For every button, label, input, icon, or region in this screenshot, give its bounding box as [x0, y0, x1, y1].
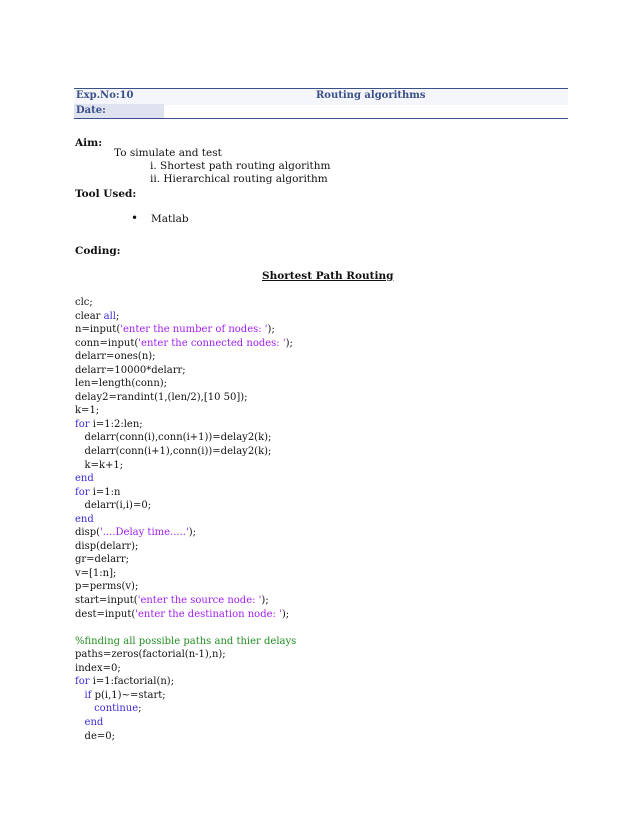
- code-line: [75, 702, 296, 716]
- code-line: [75, 431, 296, 445]
- aim-item-1: i. Shortest path routing algorithm: [150, 160, 331, 172]
- code-line: [75, 418, 296, 432]
- code-token: n=input(: [75, 324, 121, 336]
- coding-label: Coding:: [75, 245, 121, 257]
- code-token: ;: [116, 310, 120, 322]
- code-token: %finding all possible paths and thier delays: [75, 635, 297, 647]
- aim-intro: To simulate and test: [114, 147, 222, 159]
- code-token: if: [84, 689, 92, 701]
- code-token: continue: [94, 703, 139, 715]
- code-line: [75, 486, 296, 500]
- code-token: for: [75, 486, 90, 498]
- code-token: p=perms(v);: [75, 581, 139, 593]
- code-token: k=k+1;: [75, 459, 124, 471]
- header-row-bottom: [74, 104, 568, 119]
- code-line: [75, 296, 296, 310]
- code-token: conn=input(: [75, 337, 139, 349]
- code-token: );: [285, 337, 293, 349]
- code-token: gr=delarr;: [75, 554, 129, 566]
- code-line: [75, 662, 296, 676]
- code-token: delarr(conn(i+1),conn(i))=delay2(k);: [75, 446, 272, 458]
- date-label: Date:: [76, 105, 106, 116]
- code-token: clc;: [75, 297, 93, 308]
- code-line: [75, 594, 296, 608]
- code-token: p(i,1)~=start;: [91, 689, 166, 701]
- exp-number: Exp.No:10: [76, 90, 134, 101]
- code-token: delarr(i,i)=0;: [75, 500, 152, 512]
- code-line: [75, 675, 296, 689]
- code-line: [75, 310, 296, 324]
- code-token: );: [188, 527, 196, 539]
- code-line: [75, 648, 296, 662]
- code-line: [75, 337, 296, 351]
- code-token: delay2=randint(1,(len/2),[10 50]);: [75, 391, 248, 403]
- code-line: [75, 553, 296, 567]
- bullet-icon: •: [131, 211, 139, 225]
- code-line: [75, 445, 296, 459]
- code-token: disp(: [75, 527, 101, 539]
- code-line: [75, 540, 296, 554]
- code-line: [75, 608, 296, 622]
- code-token: [75, 690, 85, 701]
- aim-item-2: ii. Hierarchical routing algorithm: [150, 173, 328, 185]
- code-line: [75, 350, 296, 364]
- code-token: end: [75, 473, 94, 485]
- code-line: [75, 323, 296, 337]
- code-token: delarr=10000*delarr;: [75, 364, 186, 376]
- code-token: delarr(conn(i),conn(i+1))=delay2(k);: [75, 432, 272, 444]
- code-line: [75, 526, 296, 540]
- code-token: );: [261, 595, 269, 607]
- tool-used-label: Tool Used:: [75, 188, 137, 200]
- code-line: [75, 567, 296, 581]
- tool-item: Matlab: [151, 213, 189, 225]
- code-token: v=[1:n];: [75, 567, 117, 579]
- code-token: end: [75, 513, 94, 525]
- code-token: index=0;: [75, 662, 121, 674]
- code-token: paths=zeros(factorial(n-1),n);: [75, 649, 226, 661]
- code-line: [75, 404, 296, 418]
- code-line: [75, 391, 296, 405]
- code-line: [75, 689, 296, 703]
- code-token: ;: [138, 703, 142, 715]
- code-token: disp(delarr);: [75, 540, 139, 552]
- code-token: 'enter the number of nodes: ': [120, 324, 268, 336]
- section-title: Shortest Path Routing: [262, 270, 394, 282]
- code-line: [75, 716, 296, 730]
- code-token: i=1:factorial(n);: [89, 676, 175, 688]
- code-token: all: [103, 310, 116, 322]
- experiment-header: [74, 88, 568, 118]
- aim-label: Aim:: [75, 137, 103, 149]
- code-token: 'enter the connected nodes: ': [138, 337, 286, 349]
- code-line: [75, 499, 296, 513]
- code-token: end: [84, 716, 104, 728]
- code-line: [75, 364, 296, 378]
- code-token: dest=input(: [75, 608, 136, 620]
- code-token: 'enter the source node: ': [137, 595, 262, 607]
- code-token: delarr=ones(n);: [75, 351, 156, 363]
- code-line: [75, 377, 296, 391]
- code-token: for: [75, 418, 90, 430]
- code-token: i=1:2:len;: [89, 418, 143, 430]
- header-row-top: [74, 88, 568, 105]
- code-line: [75, 472, 296, 486]
- code-token: de=0;: [75, 730, 115, 742]
- date-cell: [74, 104, 164, 118]
- experiment-title: Routing algorithms: [316, 90, 426, 101]
- code-line: [75, 635, 296, 649]
- code-line: [75, 730, 296, 744]
- code-token: 'enter the destination node: ': [135, 608, 282, 620]
- code-line: [75, 580, 296, 594]
- code-token: clear: [75, 310, 104, 322]
- code-token: i=1:n: [89, 486, 121, 498]
- code-token: );: [281, 608, 290, 620]
- code-token: k=1;: [75, 405, 100, 417]
- code-token: for: [75, 676, 90, 688]
- code-line: [75, 513, 296, 527]
- code-token: '....Delay time.....': [100, 527, 189, 539]
- code-token: [75, 703, 94, 714]
- code-line: [75, 621, 296, 635]
- code-token: [75, 717, 85, 728]
- code-token: len=length(conn);: [75, 378, 168, 390]
- code-line: [75, 459, 296, 473]
- code-token: );: [267, 324, 275, 336]
- code-block: [75, 296, 296, 743]
- code-token: start=input(: [75, 595, 138, 607]
